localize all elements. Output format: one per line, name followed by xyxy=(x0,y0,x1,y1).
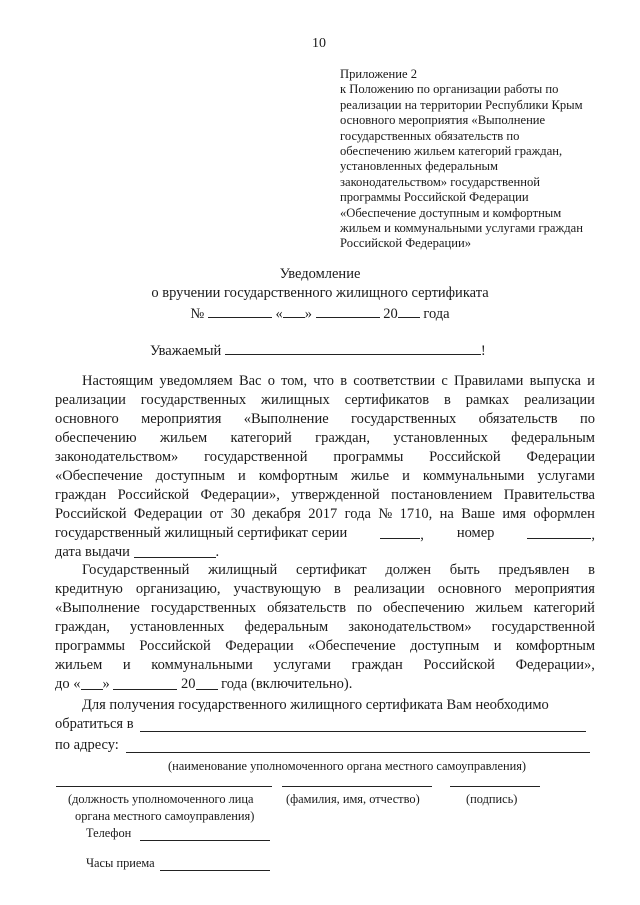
word: основного xyxy=(437,581,502,597)
year-prefix: 20 xyxy=(383,306,398,322)
word: Федерации xyxy=(133,506,203,522)
word: рамках xyxy=(465,392,510,408)
word: Настоящим xyxy=(82,373,154,389)
deadline-day-blank[interactable] xyxy=(81,675,103,690)
word: обязательств xyxy=(267,600,347,616)
word: категорий xyxy=(533,600,595,616)
certificate-number-blank[interactable] xyxy=(527,524,591,539)
word: программы xyxy=(55,638,125,654)
word: доступным xyxy=(410,638,480,654)
paragraph-line xyxy=(55,524,595,543)
greeting xyxy=(150,340,486,360)
fio-blank[interactable] xyxy=(282,786,432,787)
word: Федерации», xyxy=(200,487,280,503)
deadline-prefix: до « xyxy=(55,676,81,692)
paragraph-deadline xyxy=(55,561,595,694)
word: установленных xyxy=(129,619,225,635)
word: оформлен xyxy=(533,506,595,522)
issue-date-blank[interactable] xyxy=(134,543,216,558)
number-text: номер xyxy=(456,525,495,541)
position-caption-line1: (должность уполномоченного лица xyxy=(68,792,254,806)
word: мероприятия xyxy=(514,581,595,597)
word: постановлением xyxy=(391,487,493,503)
word: жильем xyxy=(55,657,103,673)
quote-close: » xyxy=(102,676,110,692)
word: установленных xyxy=(393,430,488,446)
signature-blank[interactable] xyxy=(450,786,540,787)
word: граждан xyxy=(55,487,107,503)
word: комфортным xyxy=(258,468,338,484)
notice-title: Уведомление xyxy=(279,266,361,282)
word: государственной xyxy=(491,619,595,635)
word: предъявлен xyxy=(498,562,570,578)
word: на xyxy=(439,506,454,522)
word: обязательств xyxy=(478,411,558,427)
series-blank[interactable] xyxy=(380,524,420,539)
authority-caption: (наименование уполномоченного органа местного самоуправления) xyxy=(168,759,527,773)
word: Федерации», xyxy=(515,657,595,673)
word: жилищных xyxy=(261,392,330,408)
authority-name-blank[interactable] xyxy=(140,731,586,732)
paragraph-line xyxy=(55,618,595,637)
word: по xyxy=(579,411,595,427)
word: «Выполнение xyxy=(55,600,140,616)
word: и xyxy=(238,468,246,484)
paragraph-line xyxy=(55,391,595,410)
word: Федерации xyxy=(225,638,294,654)
quote-open: « xyxy=(275,306,283,322)
greeting-end: ! xyxy=(480,343,486,359)
word: граждан xyxy=(351,657,403,673)
word: 2017 xyxy=(308,506,338,522)
word: жильем xyxy=(159,430,208,446)
hours-blank[interactable] xyxy=(160,870,270,871)
position-caption-line2: органа местного самоуправления) xyxy=(75,809,255,823)
phone-blank[interactable] xyxy=(140,840,270,841)
greeting-label: Уважаемый xyxy=(150,343,222,359)
address-label: по адресу: xyxy=(55,737,119,753)
contact-intro: Для получения государственного жилищного сертификата Вам необходимо xyxy=(82,697,549,713)
day-blank[interactable] xyxy=(283,303,305,318)
period: . xyxy=(215,544,220,560)
word: федеральным xyxy=(244,619,329,635)
appendix-line: законодательством» государственной xyxy=(340,174,540,189)
word: государственных xyxy=(350,411,457,427)
year-blank[interactable] xyxy=(398,303,420,318)
word: от xyxy=(209,506,224,522)
appendix-header xyxy=(340,67,583,252)
word: «Обеспечение xyxy=(308,638,396,654)
word: государственных xyxy=(140,392,247,408)
word: Российской xyxy=(117,487,190,503)
appendix-line: жильем и коммунальными услугами граждан xyxy=(340,221,583,236)
number-sign: № xyxy=(190,306,205,322)
paragraph-line xyxy=(55,675,595,694)
word: государственных xyxy=(150,600,257,616)
paragraph-line xyxy=(55,410,595,429)
word: законодательством» xyxy=(55,449,179,465)
quote-close: » xyxy=(304,306,312,322)
word: коммунальными xyxy=(151,657,253,673)
certificate-series-text: государственный жилищный сертификат серии xyxy=(55,525,348,541)
address-blank[interactable] xyxy=(126,752,590,753)
word: коммунальными xyxy=(422,468,525,484)
word: участвующую xyxy=(233,581,321,597)
word: комфортным xyxy=(515,638,595,654)
word: услугами xyxy=(273,657,331,673)
paragraph-notice xyxy=(55,372,595,562)
word: о xyxy=(267,373,275,389)
comma: , xyxy=(420,527,424,543)
comma: , xyxy=(591,527,595,543)
fio-caption: (фамилия, имя, отчество) xyxy=(286,792,420,806)
word: категорий xyxy=(230,430,292,446)
word: обеспечению xyxy=(55,430,137,446)
notice-number-blank[interactable] xyxy=(208,303,272,318)
paragraph-line xyxy=(55,505,595,524)
word: и xyxy=(587,373,595,389)
word: кредитную xyxy=(55,581,123,597)
word: 1710, xyxy=(399,506,433,522)
recipient-name-blank[interactable] xyxy=(225,340,481,355)
word: Правилами xyxy=(454,373,524,389)
apply-to-label: обратиться в xyxy=(55,716,134,732)
paragraph-line xyxy=(55,372,595,391)
word: жильем xyxy=(475,600,523,616)
appendix-line: установленных федеральным xyxy=(340,159,498,174)
word: по xyxy=(356,600,372,616)
word: 30 xyxy=(230,506,246,522)
appendix-line: Российской Федерации» xyxy=(340,236,471,251)
appendix-line: Приложение 2 xyxy=(340,67,418,81)
word: соответствии xyxy=(353,373,436,389)
word: программы xyxy=(333,449,404,465)
deadline-year-prefix: 20 xyxy=(181,676,196,692)
notice-number-line xyxy=(0,303,640,323)
word: федеральным xyxy=(511,430,595,446)
word: жилищный xyxy=(208,562,278,578)
word: в xyxy=(588,562,595,578)
word: «Обеспечение xyxy=(55,468,143,484)
word: с xyxy=(441,373,448,389)
word: том, xyxy=(281,373,308,389)
paragraph-line xyxy=(55,561,595,580)
word: Правительства xyxy=(503,487,595,503)
paragraph-line xyxy=(55,656,595,675)
word: основного xyxy=(55,411,119,427)
word: в xyxy=(444,392,451,408)
month-blank[interactable] xyxy=(316,303,380,318)
paragraph-line xyxy=(55,486,595,505)
word: что xyxy=(313,373,334,389)
word: сертификат xyxy=(296,562,367,578)
word: государственной xyxy=(204,449,308,465)
word: жилье xyxy=(351,468,390,484)
word: уведомляем xyxy=(159,373,233,389)
word: года xyxy=(344,506,371,522)
word: «Выполнение xyxy=(243,411,329,427)
word: граждан, xyxy=(315,430,370,446)
word: утвержденной xyxy=(291,487,380,503)
signature-caption: (подпись) xyxy=(466,792,518,806)
word: в xyxy=(333,581,341,597)
year-word: года xyxy=(423,306,450,322)
deadline-suffix: года (включительно). xyxy=(221,676,353,692)
word: Ваше xyxy=(461,506,495,522)
word: законодательством» xyxy=(348,619,472,635)
appendix-line: реализации на территории Республики Крым xyxy=(340,97,583,112)
word: доступным xyxy=(155,468,225,484)
paragraph-line xyxy=(55,580,595,599)
word: быть xyxy=(449,562,480,578)
paragraph-line xyxy=(55,429,595,448)
position-blank[interactable] xyxy=(56,786,272,787)
appendix-line: обеспечению жильем категорий граждан, xyxy=(340,144,563,159)
appendix-line: основного мероприятия «Выполнение xyxy=(340,113,546,128)
notice-subtitle: о вручении государственного жилищного сертификата xyxy=(151,285,489,301)
word: должен xyxy=(385,562,432,578)
word: в xyxy=(340,373,348,389)
word: Государственный xyxy=(82,562,190,578)
word: Российской xyxy=(429,449,501,465)
page-number: 10 xyxy=(312,36,326,51)
hours-label: Часы приема xyxy=(86,856,155,870)
paragraph-line xyxy=(55,599,595,618)
word: имя xyxy=(502,506,526,522)
word: Российской xyxy=(139,638,211,654)
word: и xyxy=(122,657,131,673)
paragraph-line xyxy=(55,467,595,486)
paragraph-line xyxy=(55,543,595,562)
word: мероприятия xyxy=(141,411,222,427)
word: Российской xyxy=(423,657,495,673)
word: граждан, xyxy=(55,619,110,635)
word: организацию, xyxy=(135,581,221,597)
word: выпуска xyxy=(529,373,581,389)
word: декабря xyxy=(252,506,301,522)
phone-label: Телефон xyxy=(86,826,132,840)
issue-date-label: дата выдачи xyxy=(55,544,130,560)
word: и xyxy=(493,638,502,654)
appendix-line: программы Российской Федерации xyxy=(340,190,529,205)
word: Вас xyxy=(238,373,262,389)
appendix-line: государственных обязательств по xyxy=(340,128,520,143)
word: реализации xyxy=(524,392,595,408)
paragraph-line xyxy=(55,637,595,656)
word: № xyxy=(378,506,393,522)
word: реализации xyxy=(55,392,126,408)
deadline-month-blank[interactable] xyxy=(113,675,177,690)
paragraph-line xyxy=(55,448,595,467)
word: и xyxy=(402,468,410,484)
word: Российской xyxy=(55,506,127,522)
word: обеспечению xyxy=(382,600,465,616)
appendix-line: «Обеспечение доступным и комфортным xyxy=(340,205,562,220)
word: Федерации xyxy=(526,449,595,465)
appendix-line: к Положению по организации работы по xyxy=(340,82,559,97)
word: услугами xyxy=(537,468,595,484)
word: реализации xyxy=(353,581,425,597)
word: сертификатов xyxy=(344,392,430,408)
deadline-year-blank[interactable] xyxy=(196,675,218,690)
